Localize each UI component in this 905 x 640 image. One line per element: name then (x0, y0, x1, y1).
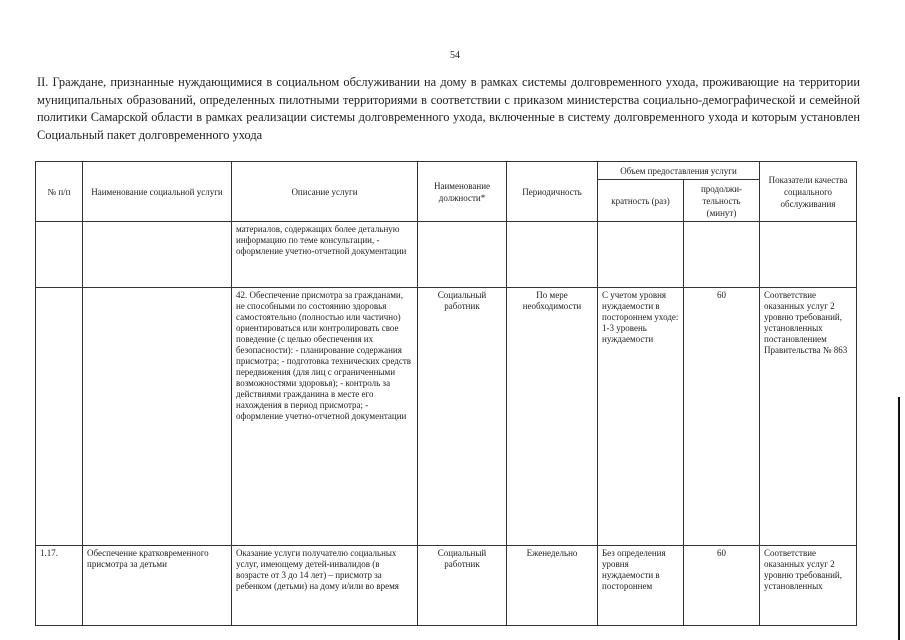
cell-duration (684, 222, 760, 288)
cell-multiplicity: Без определения уровня нуждаемости в постороннем (598, 546, 684, 626)
cell-service (83, 288, 232, 546)
header-quality: Показатели качества социального обслуживания (760, 162, 857, 222)
cell-description: 42. Обеспечение присмотра за гражданами, не способными по состоянию здоровья самостоятельно (полностью или частично) ориентироваться или контролировать свое поведение (с целью обеспечения их безопасности): - планирование содержания присмотра; - подготовка технических средств передвижения (для лиц с ограниченными возможностями здоровья); - контроль за действиями гражданина в месте его нахождения в период присмотра; - оформление учетно-отчетной документации (232, 288, 418, 546)
cell-num (36, 288, 83, 546)
page-number: 54 (450, 50, 460, 61)
header-num: № п/п (36, 162, 83, 222)
header-service: Наименование социальной услуги (83, 162, 232, 222)
cell-description: материалов, содержащих более детальную информацию по теме консультации, - оформление учетно-отчетной документации (232, 222, 418, 288)
cell-periodicity: Еженедельно (507, 546, 598, 626)
services-table (35, 161, 857, 626)
cell-num: 1.17. (36, 546, 83, 626)
scan-edge-line (898, 397, 900, 640)
table-row (36, 222, 857, 288)
cell-duration: 60 (684, 546, 760, 626)
header-description: Описание услуги (232, 162, 418, 222)
cell-quality (760, 222, 857, 288)
header-multiplicity: кратность (раз) (598, 180, 684, 222)
cell-quality: Соответствие оказанных услуг 2 уровню требований, установленных (760, 546, 857, 626)
cell-multiplicity: С учетом уровня нуждаемости в постороннем уходе: 1-3 уровень нуждаемости (598, 288, 684, 546)
cell-description: Оказание услуги получателю социальных услуг, имеющему детей-инвалидов (в возрасте от 3 до 14 лет) – присмотр за ребенком (детьми) на дому и/или во время (232, 546, 418, 626)
cell-periodicity: По мере необходимости (507, 288, 598, 546)
table-row (36, 546, 857, 626)
header-periodicity: Периодичность (507, 162, 598, 222)
cell-position: Социальный работник (418, 546, 507, 626)
header-duration: продолжи-тельность (минут) (684, 180, 760, 222)
cell-position: Социальный работник (418, 288, 507, 546)
cell-periodicity (507, 222, 598, 288)
section-title: II. Граждане, признанные нуждающимися в социальном обслуживании на дому в рамках системы долговременного ухода, проживающие на территории муниципальных образований, определенных пилотными территориями в соответствии с приказом министерства социально-демографической и семейной политики Самарской области в рамках реализации системы долговременного ухода, включенные в систему долговременного ухода и которым установлен Социальный пакет долговременного ухода (37, 75, 860, 142)
cell-multiplicity (598, 222, 684, 288)
header-volume: Объем предоставления услуги (598, 162, 760, 180)
cell-num (36, 222, 83, 288)
cell-service: Обеспечение кратковременного присмотра за детьми (83, 546, 232, 626)
table-row (36, 288, 857, 546)
cell-duration: 60 (684, 288, 760, 546)
cell-quality: Соответствие оказанных услуг 2 уровню требований, установленных постановлением Правительства № 863 (760, 288, 857, 546)
header-position: Наименование должности* (418, 162, 507, 222)
cell-service (83, 222, 232, 288)
cell-position (418, 222, 507, 288)
